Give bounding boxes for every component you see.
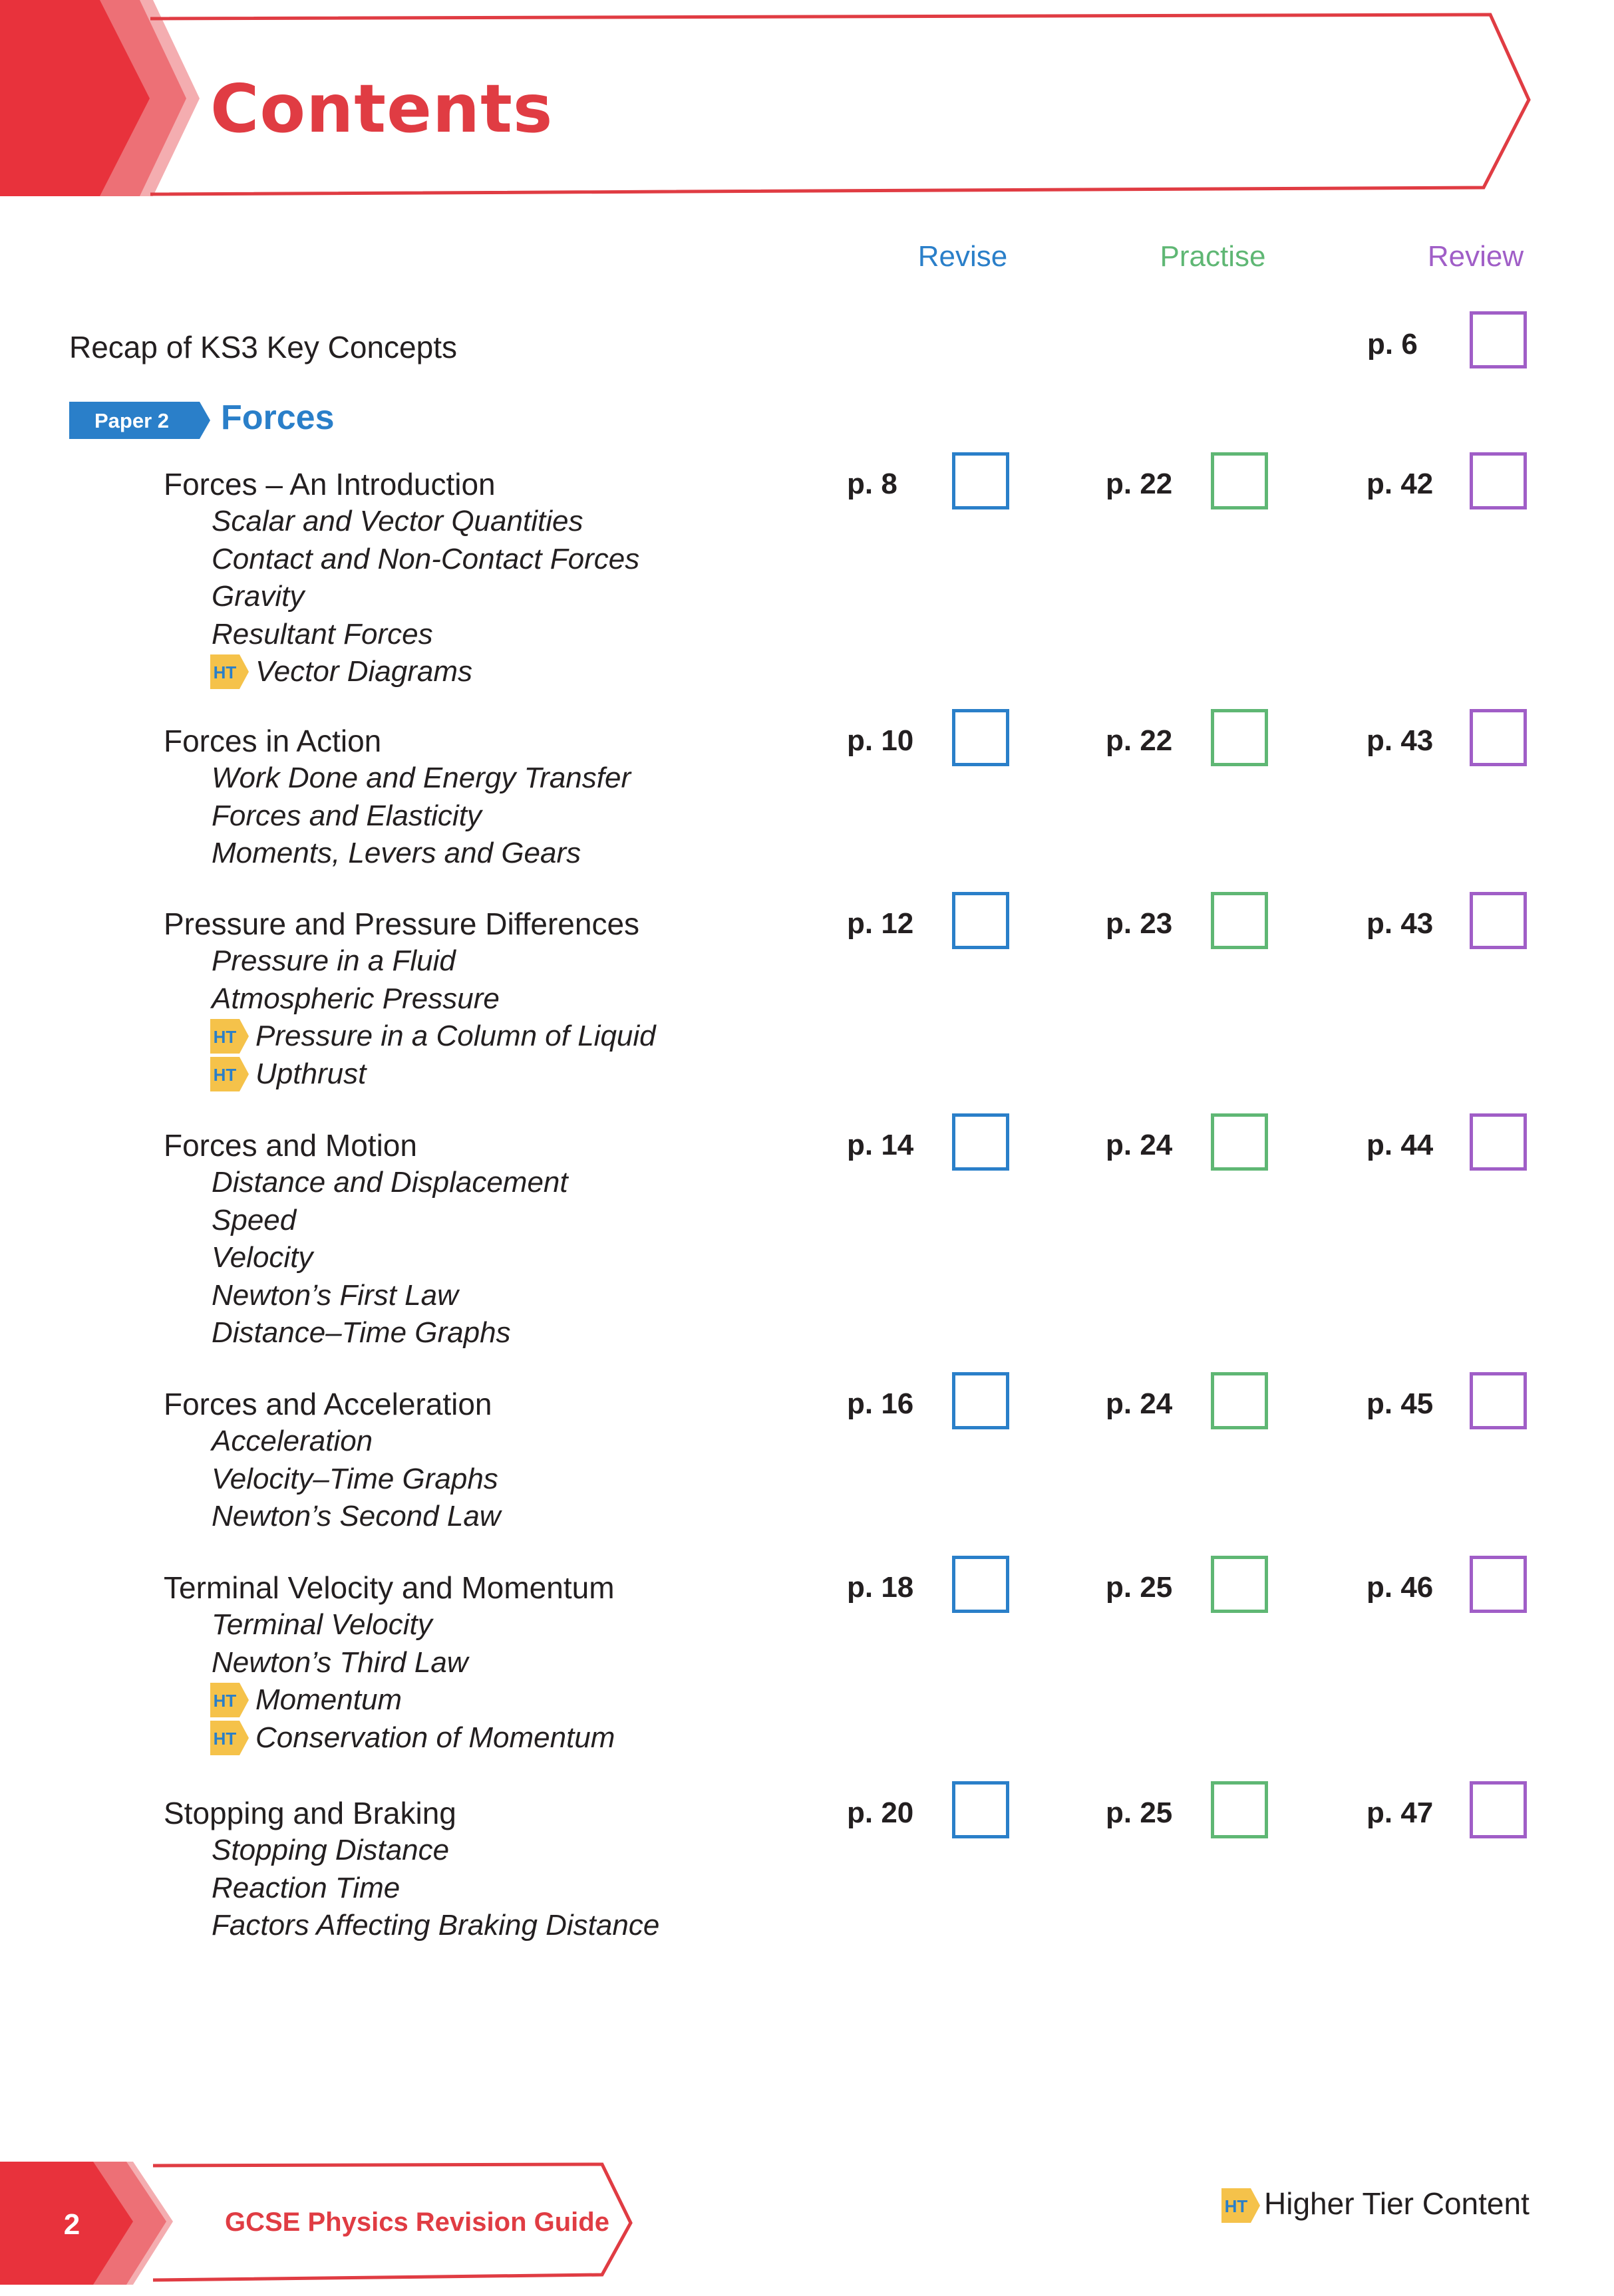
subtopic-item: Acceleration [212,1425,373,1457]
review-page: p. 43 [1367,724,1434,757]
ht-badge-label: HT [213,1728,237,1749]
ht-badge-label: HT [213,1064,237,1085]
ht-icon [210,1683,249,1717]
practise-checkbox[interactable] [1211,709,1268,766]
ht-icon [210,654,249,689]
subtopic-item: Stopping Distance [212,1834,450,1866]
subtopic-item: Forces and Elasticity [212,799,482,832]
ht-badge-label: HT [213,662,237,682]
topic-title: Stopping and Braking [164,1796,456,1830]
subtopic-item: Work Done and Energy Transfer [212,762,631,794]
legend-badge-label: HT [1224,2196,1248,2216]
review-page: p. 43 [1367,907,1434,940]
subtopic-item: Newton’s Third Law [212,1646,468,1679]
ht-badge-label: HT [213,1027,237,1047]
subtopic-item: Conservation of Momentum [255,1721,615,1754]
subtopic-item: Gravity [212,580,305,613]
practise-page: p. 23 [1106,907,1173,940]
topic-title: Forces in Action [164,724,382,758]
review-checkbox[interactable] [1470,1781,1527,1838]
page-title: Contents [210,70,554,148]
revise-page: p. 10 [847,724,914,757]
review-page: p. 44 [1367,1129,1434,1161]
review-checkbox[interactable] [1470,452,1527,509]
review-page: p. 47 [1367,1796,1434,1829]
topic-title: Forces and Acceleration [164,1387,492,1421]
recap-title: Recap of KS3 Key Concepts [69,330,457,364]
subtopic-item: Newton’s Second Law [212,1500,501,1532]
subtopic-item: Distance–Time Graphs [212,1316,511,1349]
topic-title: Terminal Velocity and Momentum [164,1570,615,1605]
practise-checkbox[interactable] [1211,1372,1268,1429]
practise-page: p. 22 [1106,468,1173,500]
ht-icon [1221,2188,1260,2223]
revise-page: p. 18 [847,1571,914,1604]
review-checkbox[interactable] [1470,892,1527,949]
subtopic-item: Distance and Displacement [212,1166,568,1199]
subtopic-item: Vector Diagrams [255,655,473,688]
practise-checkbox[interactable] [1211,892,1268,949]
practise-checkbox[interactable] [1211,1556,1268,1613]
subtopic-item: Pressure in a Fluid [212,944,456,977]
subtopic-item: Newton’s First Law [212,1278,458,1312]
subtopic-item: Scalar and Vector Quantities [212,505,583,537]
ht-icon [210,1019,249,1054]
review-page: p. 46 [1367,1571,1434,1604]
revise-checkbox[interactable] [952,1113,1009,1171]
subtopic-item: Velocity [212,1241,313,1274]
revise-page: p. 20 [847,1796,914,1829]
subtopic-item: Pressure in a Column of Liquid [255,1020,656,1052]
revise-page: p. 16 [847,1387,914,1420]
revise-checkbox[interactable] [952,1781,1009,1838]
section-title: Forces [221,398,335,437]
review-checkbox[interactable] [1470,1556,1527,1613]
topic-title: Forces – An Introduction [164,467,496,502]
revise-page: p. 8 [847,468,897,500]
practise-checkbox[interactable] [1211,452,1268,509]
revise-checkbox[interactable] [952,452,1009,509]
review-page: p. 45 [1367,1387,1434,1420]
ht-icon [210,1057,249,1091]
revise-checkbox[interactable] [952,1556,1009,1613]
recap-review-page: p. 6 [1367,328,1418,360]
subtopic-item: Atmospheric Pressure [212,982,500,1015]
revise-checkbox[interactable] [952,1372,1009,1429]
practise-checkbox[interactable] [1211,1781,1268,1838]
page-number: 2 [63,2208,81,2241]
paper-badge-label: Paper 2 [94,409,169,432]
review-page: p. 42 [1367,468,1434,500]
practise-checkbox[interactable] [1211,1113,1268,1171]
practise-page: p. 24 [1106,1387,1173,1420]
footer-title: GCSE Physics Revision Guide [225,2208,609,2237]
subtopic-item: Contact and Non-Contact Forces [212,542,640,575]
ht-icon [210,1721,249,1755]
practise-page: p. 22 [1106,724,1173,757]
practise-page: p. 25 [1106,1571,1173,1604]
revise-page: p. 14 [847,1129,914,1161]
review-checkbox[interactable] [1470,1372,1527,1429]
subtopic-item: Reaction Time [212,1871,401,1904]
subtopic-item: Upthrust [255,1057,367,1090]
practise-page: p. 25 [1106,1796,1173,1829]
subtopic-item: Factors Affecting Braking Distance [212,1909,660,1941]
column-header-review: Review [1427,240,1524,273]
ht-badge-label: HT [213,1691,237,1711]
subtopic-item: Velocity–Time Graphs [212,1462,498,1495]
subtopic-item: Speed [212,1203,297,1236]
column-header-practise: Practise [1160,240,1266,273]
practise-page: p. 24 [1106,1129,1173,1161]
legend-text: Higher Tier Content [1264,2186,1530,2221]
topic-title: Pressure and Pressure Differences [164,907,640,941]
topic-title: Forces and Motion [164,1128,417,1163]
review-checkbox[interactable] [1470,709,1527,766]
subtopic-item: Terminal Velocity [212,1608,432,1641]
revise-page: p. 12 [847,907,914,940]
column-header-revise: Revise [917,240,1008,273]
review-checkbox[interactable] [1470,1113,1527,1171]
subtopic-item: Moments, Levers and Gears [212,837,581,869]
revise-checkbox[interactable] [952,709,1009,766]
recap-review-checkbox[interactable] [1470,311,1527,368]
subtopic-item: Momentum [255,1683,403,1716]
revise-checkbox[interactable] [952,892,1009,949]
subtopic-item: Resultant Forces [212,617,433,650]
